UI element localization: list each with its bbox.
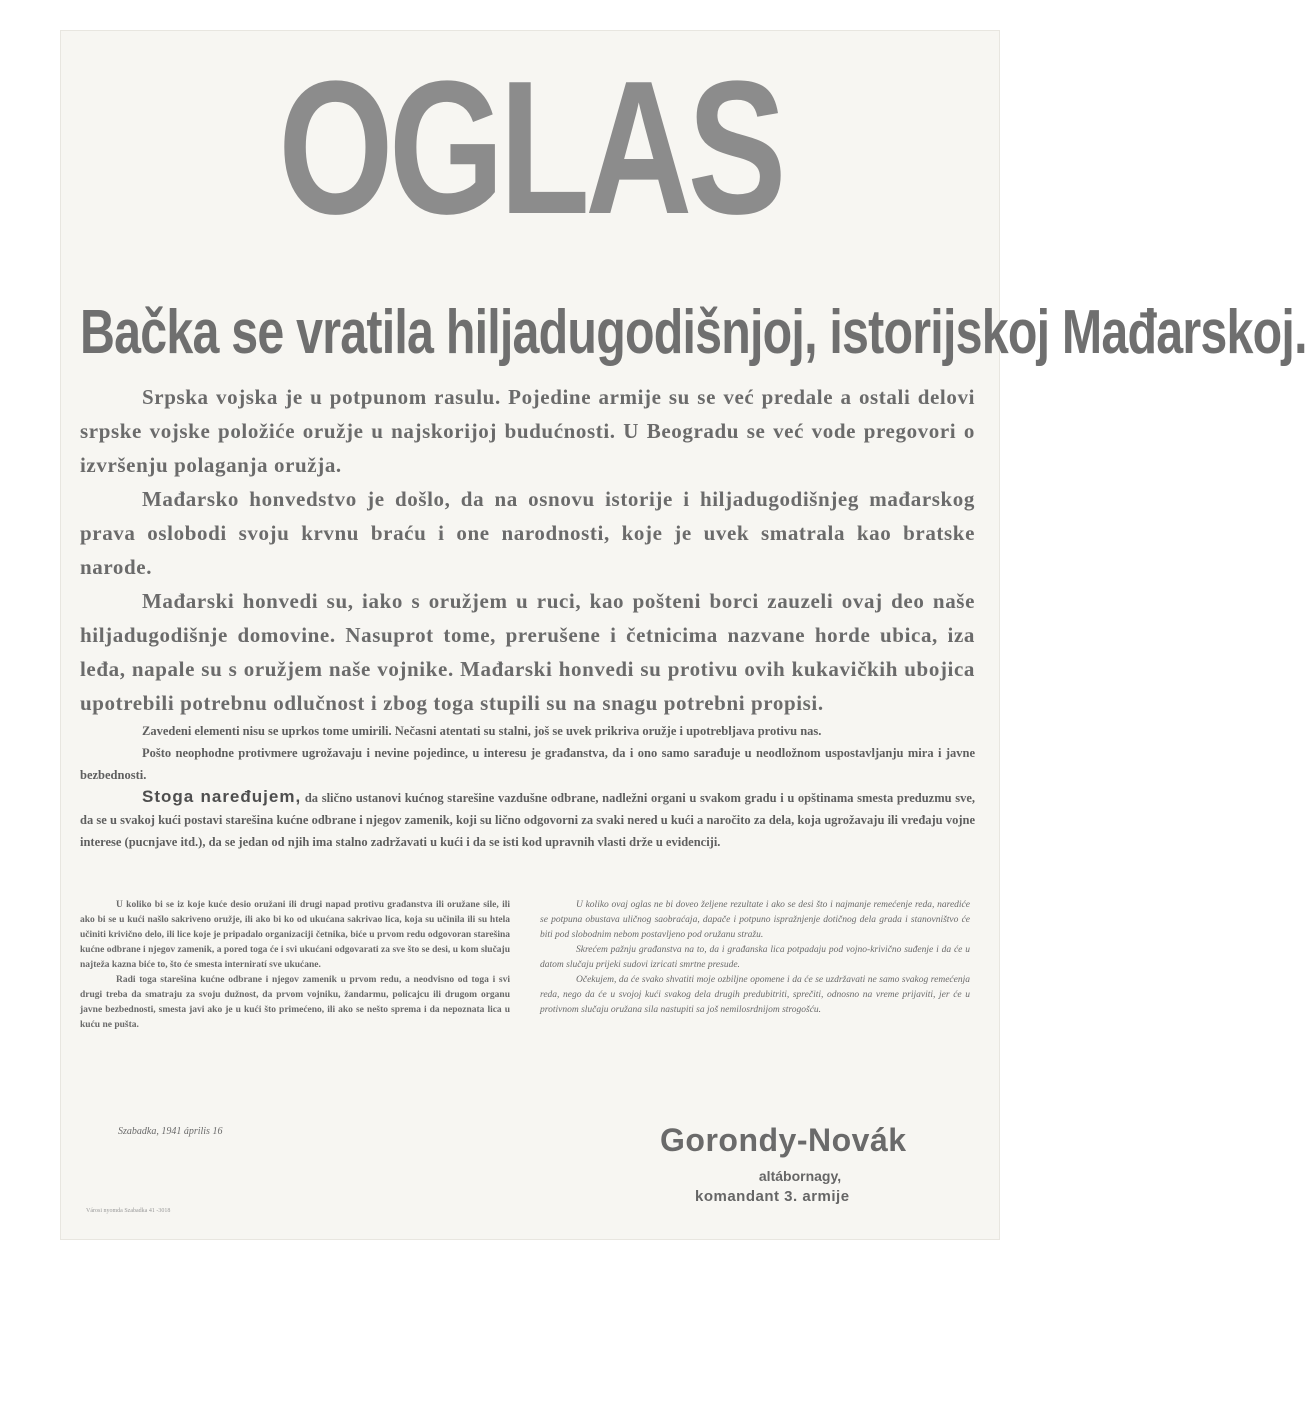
paragraph-army: Srpska vojska je u potpunom rasulu. Pojedine armije su se već predale a ostali delovi srpske vojske položiće oružje u najskorijoj budućnosti. U Beogradu se već vode pregovori o izvršenju polaganja oružja. xyxy=(80,385,975,477)
paragraph-elements: Zavedeni elementi nisu se uprkos tome umirili. Nečasni atentati su stalni, još se uvek prikriva oružje i upotrebljava protivu nas. xyxy=(142,724,822,738)
right-column xyxy=(540,898,970,1018)
medium-text-block xyxy=(80,720,975,853)
poster-subtitle: Bačka se vratila hiljadugodišnjoj, istorijskoj Mađarskoj. xyxy=(80,298,1307,367)
order-text: da slično ustanovi kućnog starešine vazdušne odbrane, nadležni organi u svakom gradu i u opštinama smesta preduzmu sve, da se u svakoj kući postavi starešina kućne odbrane i njegov zamenik, koji su lično odgovorni za svaki nered u kući a naročito za dela, koja ugrožavaju ili vređaju vojne interese (pucnjave itd.), da se jedan od njih ima stalno zadržavati u kući i da se isti kod upravnih vlasti drže u evidenciji. xyxy=(80,791,976,849)
paragraph-order xyxy=(80,786,975,853)
left-paragraph: Radi toga starešina kućne odbrane i njegov zamenik u prvom redu, a neodvisno od toga i svi drugi treba da smatraju za svoju dužnost, da prvom vojniku, žandarmu, policajcu ili drugom organu javne bezbednosti, smesta javi ako je u kući što primećeno, ili ako se nešto sprema i da nepoznata lica u kuću ne pušta. xyxy=(80,975,510,1030)
large-text-block xyxy=(80,380,975,720)
left-paragraph: U koliko bi se iz koje kuće desio oružani ili drugi napad protivu građanstva ili oružane sile, ili ako bi se u kući našlo sakriveno oružje, ili ako bi ko od ukućana sakrivao lica, koja su učinila ili su htela učiniti krivično delo, ili lice koje je pripadalo organizaciji četnika, biće u prvom redu odgovoran starešina kućne odbrane i njegov zamenik, a pored toga će i svi ukućani odgovarati za sve što se desi, u kom slučaju najteža kazna biće to, što će smesta interniratí sve ukućane. xyxy=(80,900,510,970)
right-paragraph: Očekujem, da će svako shvatiti moje ozbiljne opomene i da će se uzdržavati ne samo svakog remećenja reda, nego da će u svojoj kući svakog dela drugih predubitriti, sprečiti, odnosno na vreme prijaviti, jer će u protivnom slučaju oružana sila nastupiti sa još nemilosrdnijom strogošću. xyxy=(540,975,970,1015)
printer-imprint: Városi nyomda Szabadka 41 -3018 xyxy=(86,1208,171,1214)
paragraph-fighters: Mađarski honvedi su, iako s oružjem u ruci, kao pošteni borci zauzeli ovaj deo naše hiljadugodišnje domovine. Nasuprot tome, prerušene i četnicima nazvane horde ubica, iza leđa, napale su s oružjem naše vojnike. Mađarski honvedi su protivu ovih kukavičkih ubojica upotrebili potrebnu odlučnost i zbog toga stupili su na snagu potrebni propisi. xyxy=(80,589,975,715)
poster-sheet xyxy=(60,30,1307,1240)
signature-rank: altábornagy, xyxy=(758,1168,842,1184)
place-date: Szabadka, 1941 április 16 xyxy=(118,1126,223,1137)
paragraph-honved: Mađarsko honvedstvo je došlo, da na osnovu istorije i hiljadugodišnjeg mađarskog prava oslobodi svoju krvnu braću i one narodnosti, koje je uvek smatrala kao bratske narode. xyxy=(80,487,975,579)
signature-name: Gorondy-Novák xyxy=(660,1122,907,1158)
poster-title: OGLAS xyxy=(278,42,782,254)
signature-title: komandant 3. armije xyxy=(695,1188,850,1205)
right-paragraph: U koliko ovaj oglas ne bi doveo željene rezultate i ako se desi što i najmanje remećenje reda, narediće se potpuna obustava uličnog saobraćaja, dapače i potpuno ispražnjenje dotičnog dela grada i stanovništvo će biti pod slobodnim nebom postavljeno pod oružanu stražu. xyxy=(540,900,970,940)
left-column xyxy=(80,898,510,1033)
right-paragraph: Skrećem pažnju građanstva na to, da i građanska lica potpadaju pod vojno-krivično suđenje i da će u datom slučaju prijeki sudovi izricati smrtne presude. xyxy=(540,945,970,970)
order-lead: Stoga naređujem, xyxy=(142,787,302,806)
paragraph-cooperation: Pošto neophodne protivmere ugrožavaju i nevine pojedince, u interesu je građanstva, da i ono samo sarađuje u neodložnom uspostavljanju mira i javne bezbednosti. xyxy=(80,746,975,782)
